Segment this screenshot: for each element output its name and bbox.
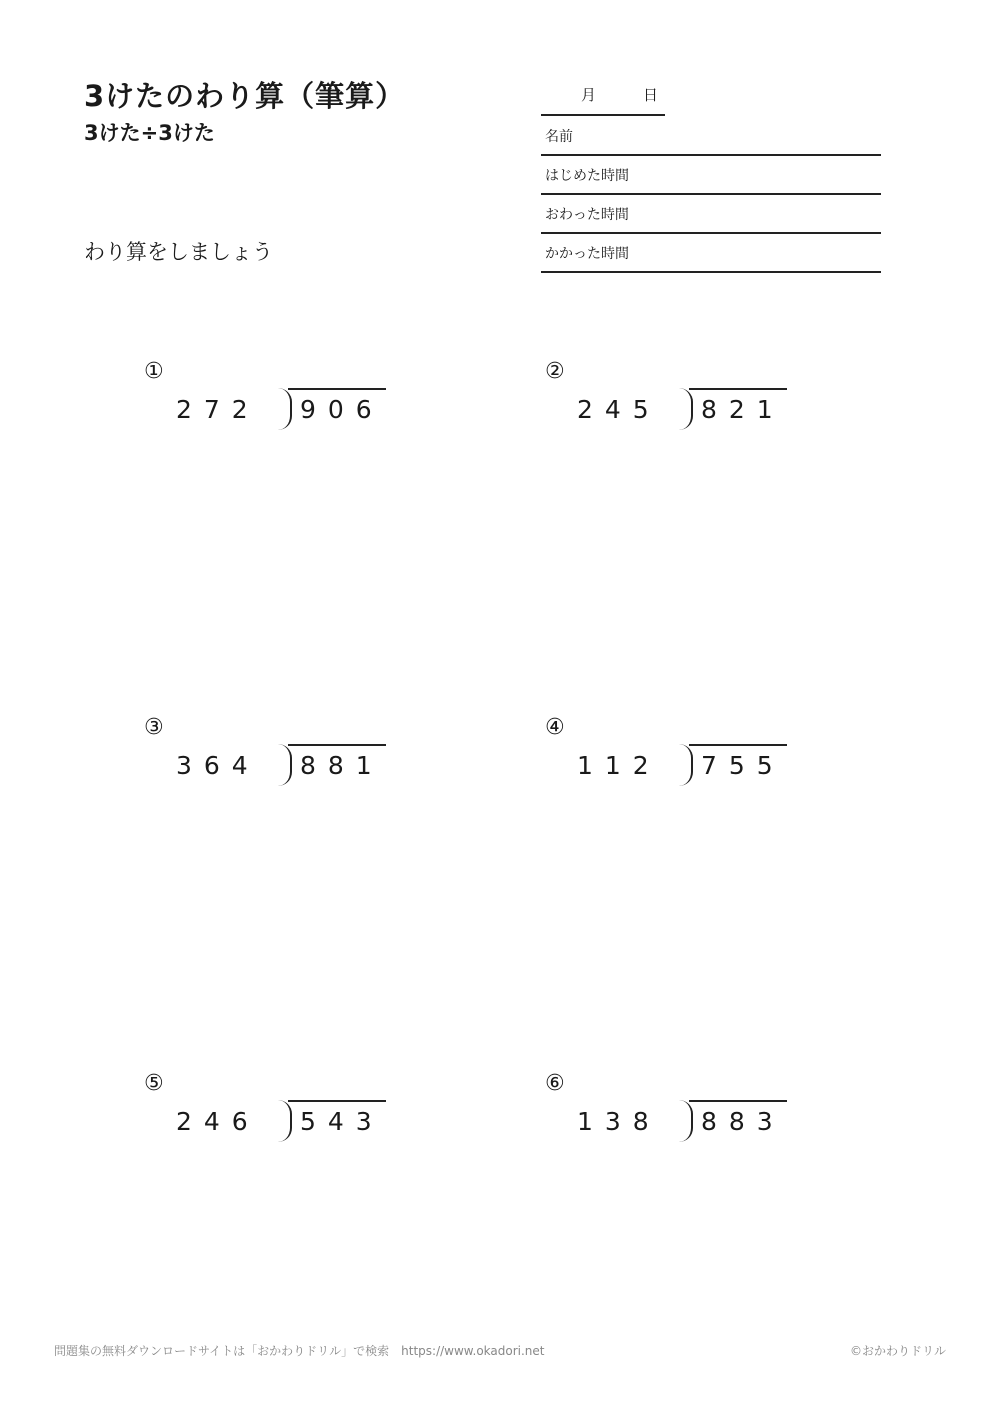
end-time-field[interactable]: [541, 194, 881, 234]
problem-number: ①: [144, 359, 164, 384]
problem-number: ②: [545, 359, 565, 384]
problem-number: ④: [545, 715, 565, 740]
divisor: 246: [176, 1107, 260, 1136]
division-bracket: [679, 1100, 693, 1142]
day-label: 日: [643, 86, 659, 104]
division-bar: [288, 388, 386, 390]
problem-number: ③: [144, 715, 164, 740]
elapsed-time-field[interactable]: [541, 233, 881, 273]
dividend: 883: [701, 1107, 785, 1136]
elapsed-time-label: かかった時間: [545, 246, 629, 262]
problem-3: [144, 716, 404, 796]
division-bracket: [278, 1100, 292, 1142]
problem-4: [545, 716, 805, 796]
division-bar: [689, 744, 787, 746]
dividend: 881: [300, 751, 384, 780]
division-bar: [689, 1100, 787, 1102]
division-bar: [288, 1100, 386, 1102]
name-field[interactable]: [541, 116, 881, 156]
page-title: 3けたのわり算（筆算）: [84, 79, 406, 113]
problem-number: ⑤: [144, 1071, 164, 1096]
division-bar: [689, 388, 787, 390]
divisor: 272: [176, 395, 260, 424]
division-bar: [288, 744, 386, 746]
date-field[interactable]: [541, 80, 665, 116]
dividend: 755: [701, 751, 785, 780]
end-time-label: おわった時間: [545, 207, 629, 223]
division-bracket: [679, 744, 693, 786]
division-bracket: [278, 744, 292, 786]
page-subtitle: 3けた÷3けた: [84, 121, 215, 145]
dividend: 906: [300, 395, 384, 424]
problem-1: [144, 360, 404, 440]
dividend: 821: [701, 395, 785, 424]
start-time-field[interactable]: [541, 155, 881, 195]
divisor: 364: [176, 751, 260, 780]
start-time-label: はじめた時間: [545, 168, 629, 184]
division-bracket: [278, 388, 292, 430]
divisor: 245: [577, 395, 661, 424]
month-label: 月: [581, 86, 597, 104]
dividend: 543: [300, 1107, 384, 1136]
problem-2: [545, 360, 805, 440]
instruction-text: わり算をしましょう: [84, 240, 273, 264]
divisor: 138: [577, 1107, 661, 1136]
divisor: 112: [577, 751, 661, 780]
problem-5: [144, 1072, 404, 1152]
division-bracket: [679, 388, 693, 430]
footer-site-info: 問題集の無料ダウンロードサイトは「おかわりドリル」で検索 https://www.okadori.net: [54, 1344, 545, 1358]
footer-copyright: ©おかわりドリル: [850, 1344, 947, 1358]
name-label: 名前: [545, 129, 573, 145]
problem-6: [545, 1072, 805, 1152]
problem-number: ⑥: [545, 1071, 565, 1096]
